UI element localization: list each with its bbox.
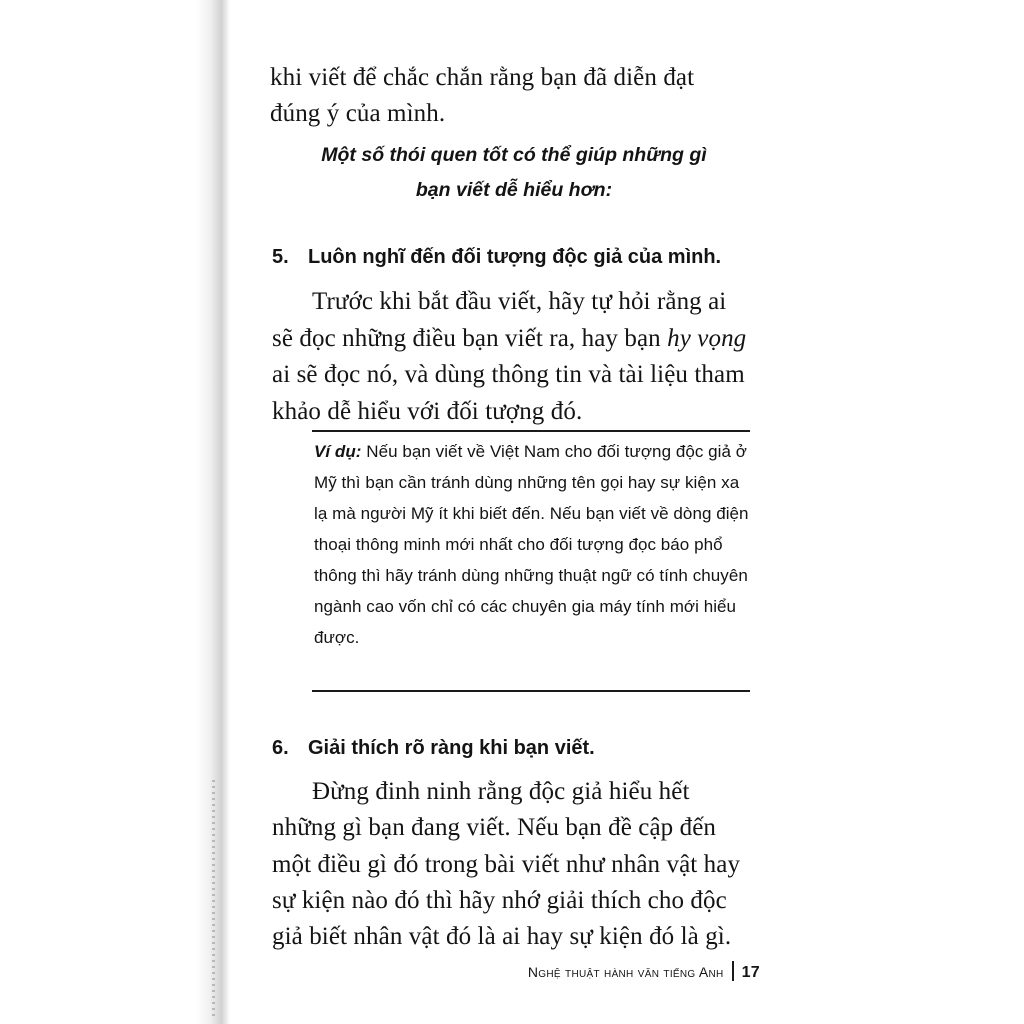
section-5-body-start: Trước khi bắt đầu viết, hãy tự hỏi rằng ai sẽ đọc những điều bạn viết ra, hay bạn bbox=[272, 288, 727, 352]
example-label: Ví dụ: bbox=[314, 442, 362, 461]
tips-subheading-line-1: Một số thói quen tốt có thể giúp những gì bbox=[321, 144, 707, 166]
section-5-title: Luôn nghĩ đến đối tượng độc giả của mình. bbox=[308, 246, 722, 268]
tips-subheading bbox=[290, 138, 738, 208]
section-6-body: Đừng đinh ninh rằng độc giả hiểu hết những gì bạn đang viết. Nếu bạn đề cập đến một điều gì đó trong bài viết như nhân vật hay sự kiện nào đó thì hãy nhớ giải thích cho độc giả biết nhân vật đó là ai hay sự kiện đó là gì. bbox=[272, 778, 741, 951]
page-footer bbox=[440, 960, 760, 985]
tips-subheading-line-2: bạn viết dễ hiểu hơn: bbox=[415, 179, 613, 201]
section-5-number: 5. bbox=[272, 246, 289, 268]
section-5-body-end: ai sẽ đọc nó, và dùng thông tin và tài liệu tham khảo dễ hiểu với đối tượng đó. bbox=[272, 361, 745, 425]
example-bottom-rule bbox=[312, 690, 750, 692]
example-text: Nếu bạn viết về Việt Nam cho đối tượng độc giả ở Mỹ thì bạn cần tránh dùng những tên gọi hay sự kiện xa lạ mà người Mỹ ít khi biết đến. Nếu bạn viết về dòng điện thoại thông minh mới nhất cho đối tượng đọc báo phổ thông thì hãy tránh dùng những thuật ngữ có tính chuyên ngành cao vốn chỉ có các chuyên gia máy tính mới hiểu được. bbox=[314, 442, 749, 647]
section-5-heading bbox=[272, 243, 762, 271]
running-footer-title: Nghệ thuật hành văn tiếng Anh bbox=[527, 964, 724, 980]
intro-paragraph: khi viết để chắc chắn rằng bạn đã diễn đạt đúng ý của mình. bbox=[270, 64, 695, 127]
section-5-body-emphasis: hy vọng bbox=[667, 324, 747, 352]
section-6-title: Giải thích rõ ràng khi bạn viết. bbox=[308, 737, 595, 759]
section-6-number: 6. bbox=[272, 737, 289, 759]
page-number: 17 bbox=[741, 964, 760, 981]
book-spine-shadow bbox=[196, 0, 230, 1024]
example-top-rule bbox=[312, 430, 750, 432]
footer-separator bbox=[732, 961, 734, 981]
page-edge-texture bbox=[212, 780, 215, 1020]
section-6-heading bbox=[272, 734, 762, 762]
example-box bbox=[314, 436, 754, 653]
section-5-body bbox=[272, 284, 750, 430]
